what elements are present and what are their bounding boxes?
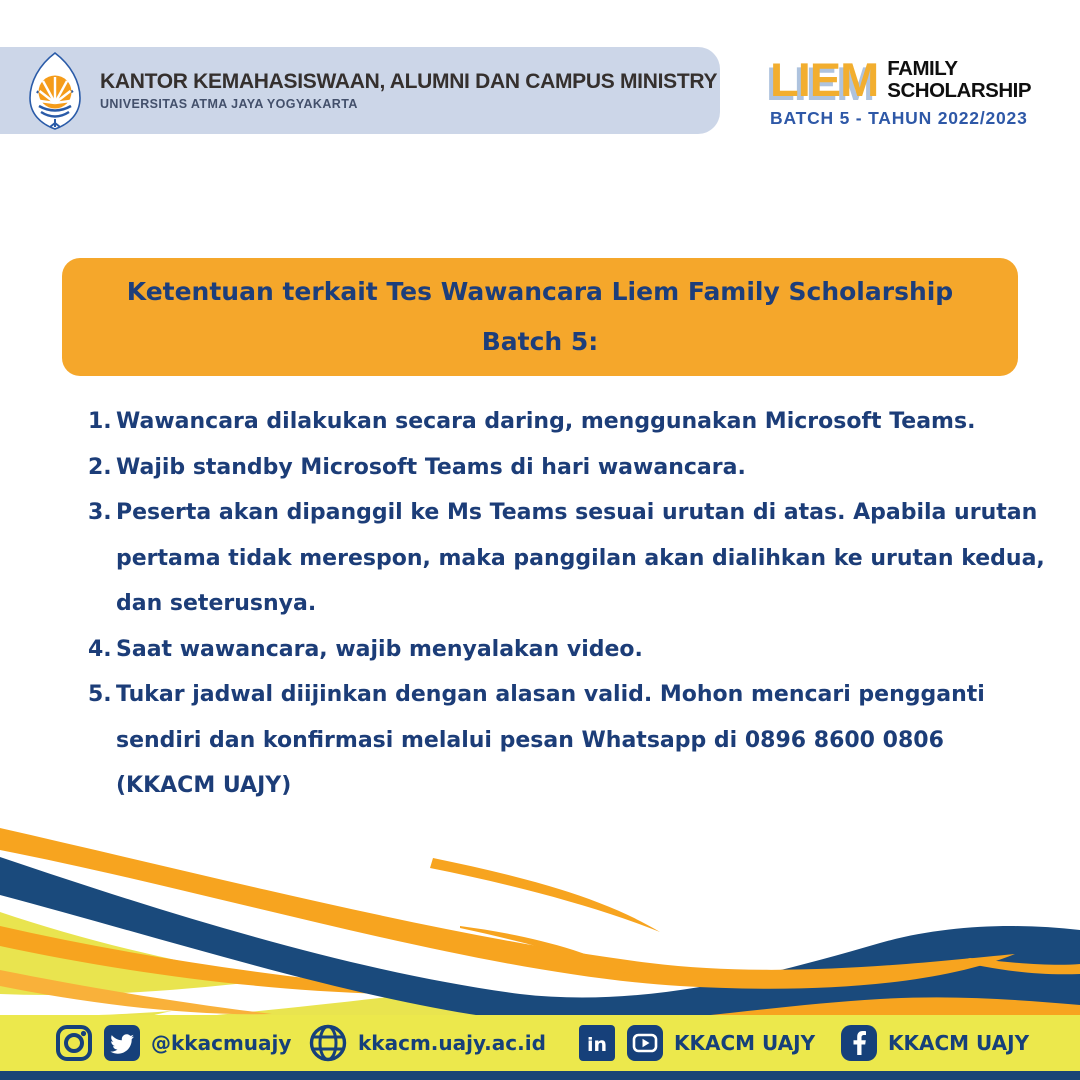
scholarship-brand: [770, 53, 1050, 129]
twitter-icon[interactable]: [103, 1024, 141, 1062]
footer-channel-group[interactable]: [578, 1015, 815, 1071]
rule-line: Wawancara dilakukan secara daring, menggunakan Microsoft Teams.: [116, 409, 976, 434]
rule-line: dan seterusnya.: [116, 591, 317, 616]
youtube-icon[interactable]: [626, 1024, 664, 1062]
rule-line: Wajib standby Microsoft Teams di hari wawancara.: [116, 454, 746, 480]
rule-number: 5.: [88, 682, 112, 707]
brand-scholarship: SCHOLARSHIP: [887, 78, 1031, 102]
instagram-icon[interactable]: [55, 1024, 93, 1062]
svg-text:in: in: [586, 1034, 608, 1056]
rule-line: pertama tidak merespon, maka panggilan akan dialihkan ke urutan kedua,: [116, 545, 1045, 571]
header-org-name: KANTOR KEMAHASISWAAN, ALUMNI DAN CAMPUS MINISTRY: [100, 69, 718, 93]
rules-list: [88, 399, 1045, 809]
header-university-name: UNIVERSITAS ATMA JAYA YOGYAKARTA: [100, 96, 358, 111]
rule-item-4: [88, 627, 1038, 673]
title-box: [62, 258, 1018, 376]
rule-line: Saat wawancara, wajib menyalakan video.: [116, 636, 643, 662]
footer-website-group[interactable]: [308, 1015, 546, 1071]
rule-item-2: [88, 445, 1038, 491]
title-line-1: Ketentuan terkait Tes Wawancara Liem Family Scholarship: [126, 277, 954, 306]
rule-line: Peserta akan dipanggil ke Ms Teams sesuai urutan di atas. Apabila urutan: [116, 500, 1038, 525]
rule-number: 4.: [88, 636, 112, 662]
footer-social-handle-group[interactable]: [55, 1015, 291, 1071]
uajy-logo-icon: [26, 51, 84, 131]
footer-channel-name[interactable]: KKACM UAJY: [674, 1031, 816, 1055]
footer-facebook-group[interactable]: [840, 1015, 1029, 1071]
brand-batch: BATCH 5 - TAHUN 2022/2023: [770, 108, 1028, 128]
footer-facebook-name[interactable]: KKACM UAJY: [888, 1031, 1030, 1055]
brand-liem: LIEM: [770, 53, 879, 106]
title-line-2: Batch 5:: [481, 327, 599, 356]
rule-number: 1.: [88, 409, 112, 434]
footer-website-url[interactable]: kkacm.uajy.ac.id: [358, 1031, 546, 1055]
rule-line: Tukar jadwal diijinkan dengan alasan valid. Mohon mencari pengganti: [116, 682, 985, 707]
globe-icon[interactable]: [308, 1023, 348, 1063]
rule-item-1: [88, 399, 1038, 445]
rule-number: 3.: [88, 500, 112, 525]
rule-item-3: [88, 490, 1045, 627]
rule-line: (KKACM UAJY): [116, 773, 292, 798]
header-bar: [0, 47, 720, 134]
footer-bar: [0, 1015, 1080, 1071]
rule-number: 2.: [88, 454, 112, 480]
footer-social-handle[interactable]: @kkacmuajy: [151, 1031, 292, 1055]
brand-family: FAMILY: [887, 56, 958, 80]
wave-decoration: [0, 808, 1080, 1016]
bottom-strip: [0, 1071, 1080, 1080]
linkedin-icon[interactable]: [578, 1024, 616, 1062]
rule-line: sendiri dan konfirmasi melalui pesan Whatsapp di 0896 8600 0806: [116, 727, 944, 753]
facebook-icon[interactable]: [840, 1024, 878, 1062]
rule-item-5: [88, 672, 1038, 809]
